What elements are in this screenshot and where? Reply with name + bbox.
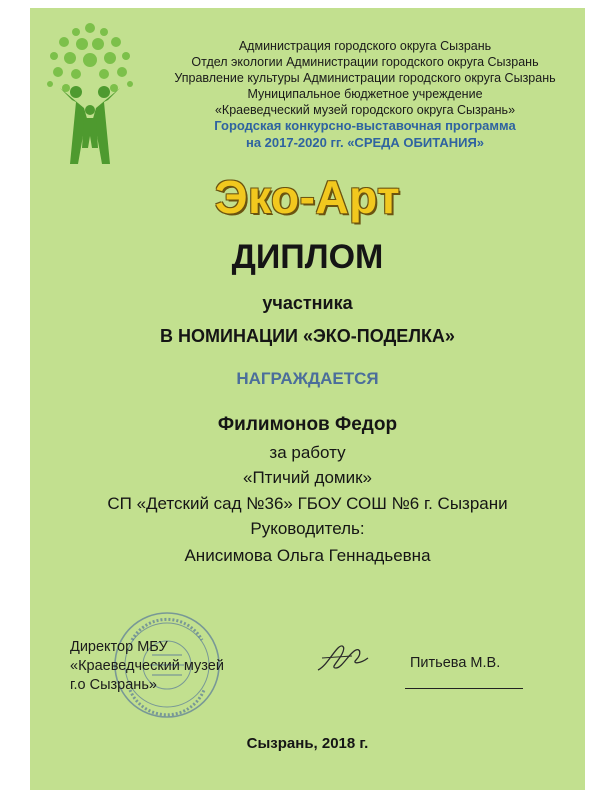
program-line-2: на 2017-2020 гг. «СРЕДА ОБИТАНИЯ» [245, 135, 485, 150]
director-line-3: г.о Сызрань» [70, 677, 157, 693]
signature-line [405, 688, 523, 689]
supervisor-name: Анисимова Ольга Геннадьевна [184, 546, 431, 565]
work-title: «Птичий домик» [243, 468, 372, 487]
program-line-1: Городская конкурсно-выставочная программа [214, 118, 516, 133]
director-line-2: «Краеведческий музей [70, 658, 224, 674]
org-line-5: «Краеведческий музей городского округа Сызрань» [214, 103, 516, 117]
org-line-4: Муниципальное бюджетное учреждение [247, 87, 483, 101]
org-line-1: Администрация городского округа Сызрань [238, 39, 492, 53]
director-line-1: Директор МБУ [70, 639, 168, 655]
recipient-name: Филимонов Федор [217, 414, 398, 435]
place-date: Сызрань, 2018 г. [246, 735, 369, 752]
handwritten-signature [312, 640, 372, 676]
organization: СП «Детский сад №36» ГБОУ СОШ №6 г. Сызрани [107, 494, 508, 513]
awarded-label: НАГРАЖДАЕТСЯ [236, 369, 379, 388]
supervisor-label: Руководитель: [250, 519, 365, 538]
eko-art-title: Эко-Арт [214, 171, 401, 223]
for-work-label: за работу [269, 443, 346, 462]
org-line-3: Управление культуры Администрации городского округа Сызрань [174, 71, 556, 85]
org-line-2: Отдел экологии Администрации городского округа Сызрань [191, 55, 539, 69]
diploma-title: ДИПЛОМ [231, 238, 384, 276]
signer-name: Питьева М.В. [410, 655, 501, 671]
tree-family-logo [40, 18, 140, 170]
nomination-label: В НОМИНАЦИИ «ЭКО-ПОДЕЛКА» [160, 326, 455, 346]
participant-label: участника [262, 293, 353, 313]
